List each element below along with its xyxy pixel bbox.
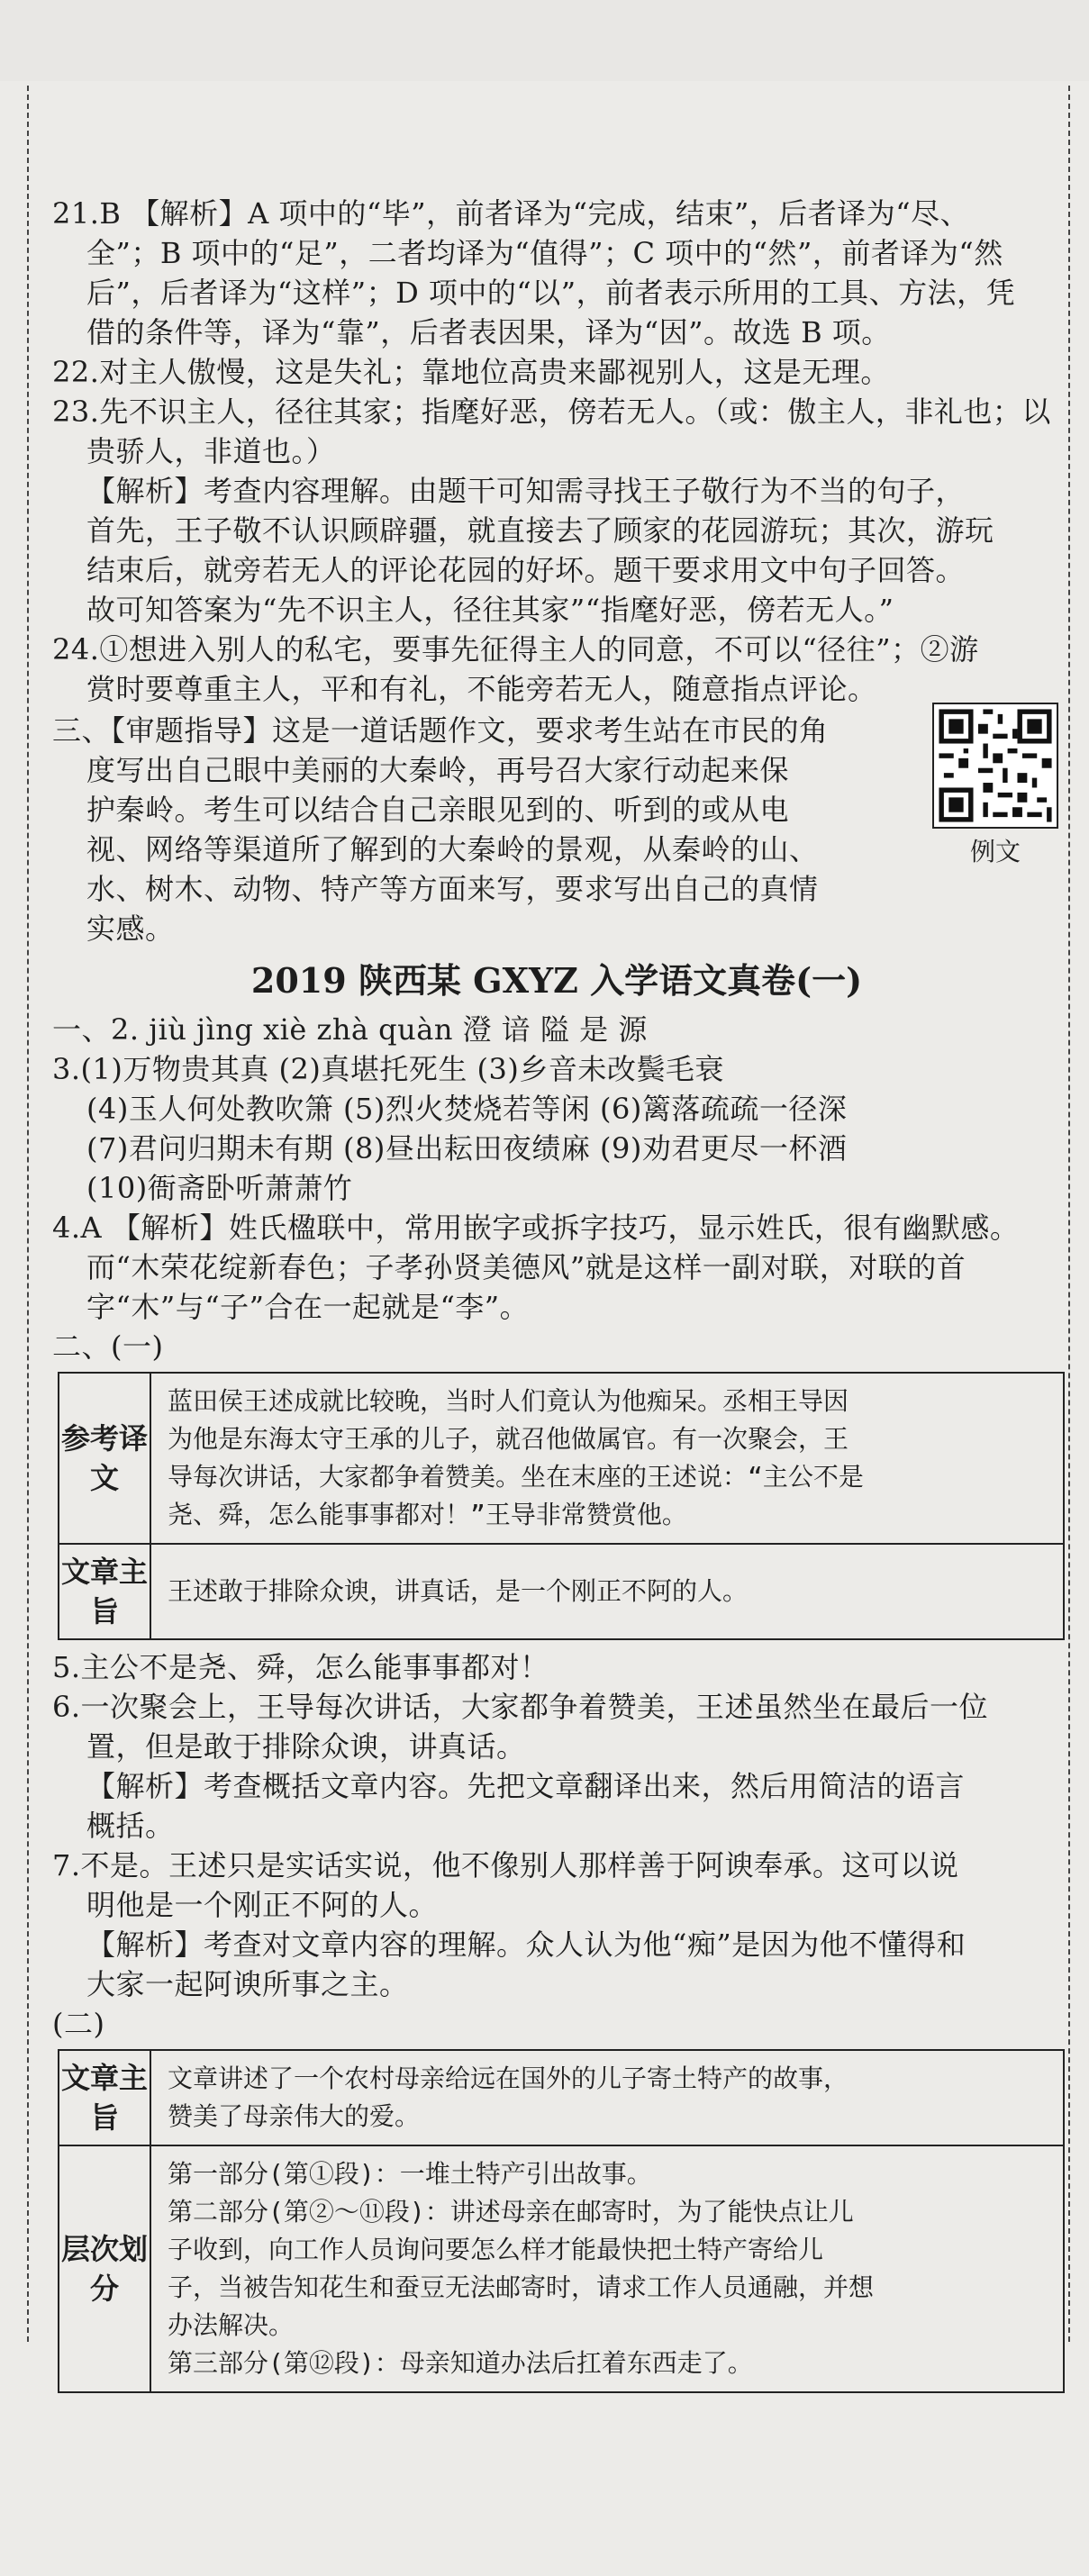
- text-line: (10)衙斋卧听萧萧竹: [86, 1171, 353, 1205]
- table-label: 文章主旨: [59, 1544, 150, 1639]
- table-label: 文章主旨: [59, 2050, 150, 2145]
- table-row: [59, 2145, 1064, 2392]
- text-line: 故可知答案为“先不识主人，径往其家”“指麾好恶，傍若无人。”: [86, 593, 894, 627]
- cell-line: 王述敢于排除众谀，讲真话，是一个刚正不阿的人。: [168, 1576, 749, 1606]
- text-line: 护秦岭。考生可以结合自己亲眼见到的、听到的或从电: [86, 793, 790, 827]
- text-line: 贵骄人，非道也。）: [86, 434, 336, 468]
- cell-line: 导每次讲话，大家都争着赞美。坐在末座的王述说：“主公不是: [168, 1462, 864, 1492]
- left-cut-line: [27, 86, 29, 2342]
- text-line: 赏时要尊重主人，平和有礼，不能旁若无人，随意指点评论。: [86, 672, 877, 706]
- text-line: (7)君问归期未有期 (8)昼出耘田夜绩麻 (9)劝君更尽一杯酒: [86, 1131, 848, 1166]
- section-writing-guide: [52, 711, 1061, 948]
- section-answers-5-7: [52, 1647, 1061, 2044]
- text-line: 度写出自己眼中美丽的大秦岭，再号召大家行动起来保: [86, 753, 790, 787]
- text-line: 4.A 【解析】姓氏楹联中，常用嵌字或拆字技巧，显示姓氏，很有幽默感。: [52, 1211, 1020, 1245]
- text-line: (二): [52, 2007, 105, 2041]
- text-line: 明他是一个刚正不阿的人。: [86, 1888, 439, 1922]
- section-answers-21-24: [52, 194, 1061, 709]
- answer-content: [52, 194, 1061, 2400]
- text-line: 一、2. jiù jìng xiè zhà quàn 澄 谙 隘 是 源: [52, 1012, 648, 1047]
- cell-line: 蓝田侯王述成就比较晚，当时人们竟认为他痴呆。丞相王导因: [168, 1386, 849, 1416]
- text-line: 借的条件等，译为“靠”，后者表因果，译为“因”。故选 B 项。: [86, 315, 891, 349]
- table-cell: [150, 1544, 1064, 1639]
- cell-line: 子收到，向工作人员询问要怎么样才能最快把土特产寄给儿: [168, 2235, 824, 2264]
- text-line: 3.(1)万物贵其真 (2)真堪托死生 (3)乡音未改鬓毛衰: [52, 1052, 724, 1086]
- cell-line: 尧、舜，怎么能事事都对！”王导非常赞赏他。: [168, 1500, 687, 1529]
- text-line: 21.B 【解析】A 项中的“毕”，前者译为“完成，结束”，后者译为“尽、: [52, 196, 970, 231]
- text-line: 结束后，就旁若无人的评论花园的好坏。题干要求用文中句子回答。: [86, 553, 966, 587]
- table-row: [59, 1373, 1064, 1544]
- text-line: 全”；B 项中的“足”，二者均译为“值得”；C 项中的“然”，前者译为“然: [86, 236, 1003, 270]
- cell-line: 为他是东海太守王承的儿子，就召他做属官。有一次聚会，王: [168, 1424, 849, 1454]
- table-row: [59, 2050, 1064, 2145]
- cell-line: 子，当被告知花生和蚕豆无法邮寄时，请求工作人员通融，并想: [168, 2272, 875, 2302]
- qr-code-icon[interactable]: [932, 703, 1058, 829]
- text-line: 大家一起阿谀所事之主。: [86, 1967, 409, 2001]
- text-line: 首先，王子敬不认识顾辟疆，就直接去了顾家的花园游玩；其次，游玩: [86, 513, 994, 548]
- text-line: 而“木荣花绽新春色；子孝孙贤美德风”就是这样一副对联，对联的首: [86, 1250, 966, 1284]
- text-line: 二、(一): [52, 1329, 164, 1364]
- cell-line: 办法解决。: [168, 2310, 295, 2340]
- text-line: 视、网络等渠道所了解到的大秦岭的景观，从秦岭的山、: [86, 832, 819, 866]
- text-line: 后”，后者译为“这样”；D 项中的“以”，前者表示所用的工具、方法，凭: [86, 276, 1016, 310]
- cell-line: 第一部分(第①段)：一堆土特产引出故事。: [168, 2159, 652, 2189]
- qr-code-graphic: [934, 704, 1057, 827]
- text-line: 24.①想进入别人的私宅，要事先征得主人的同意，不可以“径往”；②游: [52, 632, 979, 667]
- text-line: 置，但是敢于排除众谀，讲真话。: [86, 1729, 526, 1764]
- translation-table: [58, 1372, 1065, 1640]
- text-line: 5.主公不是尧、舜，怎么能事事都对！: [52, 1650, 549, 1684]
- text-line: (4)玉人何处教吹箫 (5)烈火焚烧若等闲 (6)篱落疏疏一径深: [86, 1092, 848, 1126]
- top-band: [0, 0, 1089, 81]
- qr-code-label: 例文: [969, 837, 1021, 866]
- cell-line: 第三部分(第⑫段)：母亲知道办法后扛着东西走了。: [168, 2348, 753, 2378]
- text-line: 6.一次聚会上，王导每次讲话，大家都争着赞美，王述虽然坐在最后一位: [52, 1690, 989, 1724]
- text-line: 7.不是。王述只是实话实说，他不像别人那样善于阿谀奉承。这可以说: [52, 1848, 959, 1882]
- cell-line: 文章讲述了一个农村母亲给远在国外的儿子寄土特产的故事，: [168, 2064, 849, 2093]
- text-line: 23.先不识主人，径往其家；指麾好恶，傍若无人。（或：傲主人，非礼也；以: [52, 395, 1051, 429]
- structure-table: [58, 2049, 1065, 2393]
- text-line: 概括。: [86, 1809, 175, 1843]
- table-label: 参考译文: [59, 1373, 150, 1544]
- cell-line: 赞美了母亲伟大的爱。: [168, 2101, 421, 2131]
- paper-title: 2019 陕西某 GXYZ 入学语文真卷(一): [250, 960, 863, 1001]
- text-line: 【解析】考查内容理解。由题干可知需寻找王子敬行为不当的句子，: [86, 474, 966, 508]
- cell-line: 第二部分(第②～⑪段)：讲述母亲在邮寄时，为了能快点让儿: [168, 2197, 854, 2227]
- table-row: [59, 1544, 1064, 1639]
- table-cell: [150, 2145, 1064, 2392]
- section-part-one: [52, 1010, 1061, 1366]
- text-line: 三、【审题指导】这是一道话题作文，要求考生站在市民的角: [52, 713, 829, 748]
- table-cell: [150, 2050, 1064, 2145]
- text-line: 实感。: [86, 912, 175, 946]
- table-label: 层次划分: [59, 2145, 150, 2392]
- text-line: 水、树木、动物、特产等方面来写，要求写出自己的真情: [86, 872, 819, 906]
- text-line: 【解析】考查对文章内容的理解。众人认为他“痴”是因为他不懂得和: [86, 1927, 966, 1962]
- text-line: 【解析】考查概括文章内容。先把文章翻译出来，然后用简洁的语言: [86, 1769, 966, 1803]
- right-cut-line: [1068, 86, 1070, 2342]
- table-cell: [150, 1373, 1064, 1544]
- text-line: 字“木”与“子”合在一起就是“李”。: [86, 1290, 530, 1324]
- text-line: 22.对主人傲慢，这是失礼；靠地位高贵来鄙视别人，这是无理。: [52, 355, 890, 389]
